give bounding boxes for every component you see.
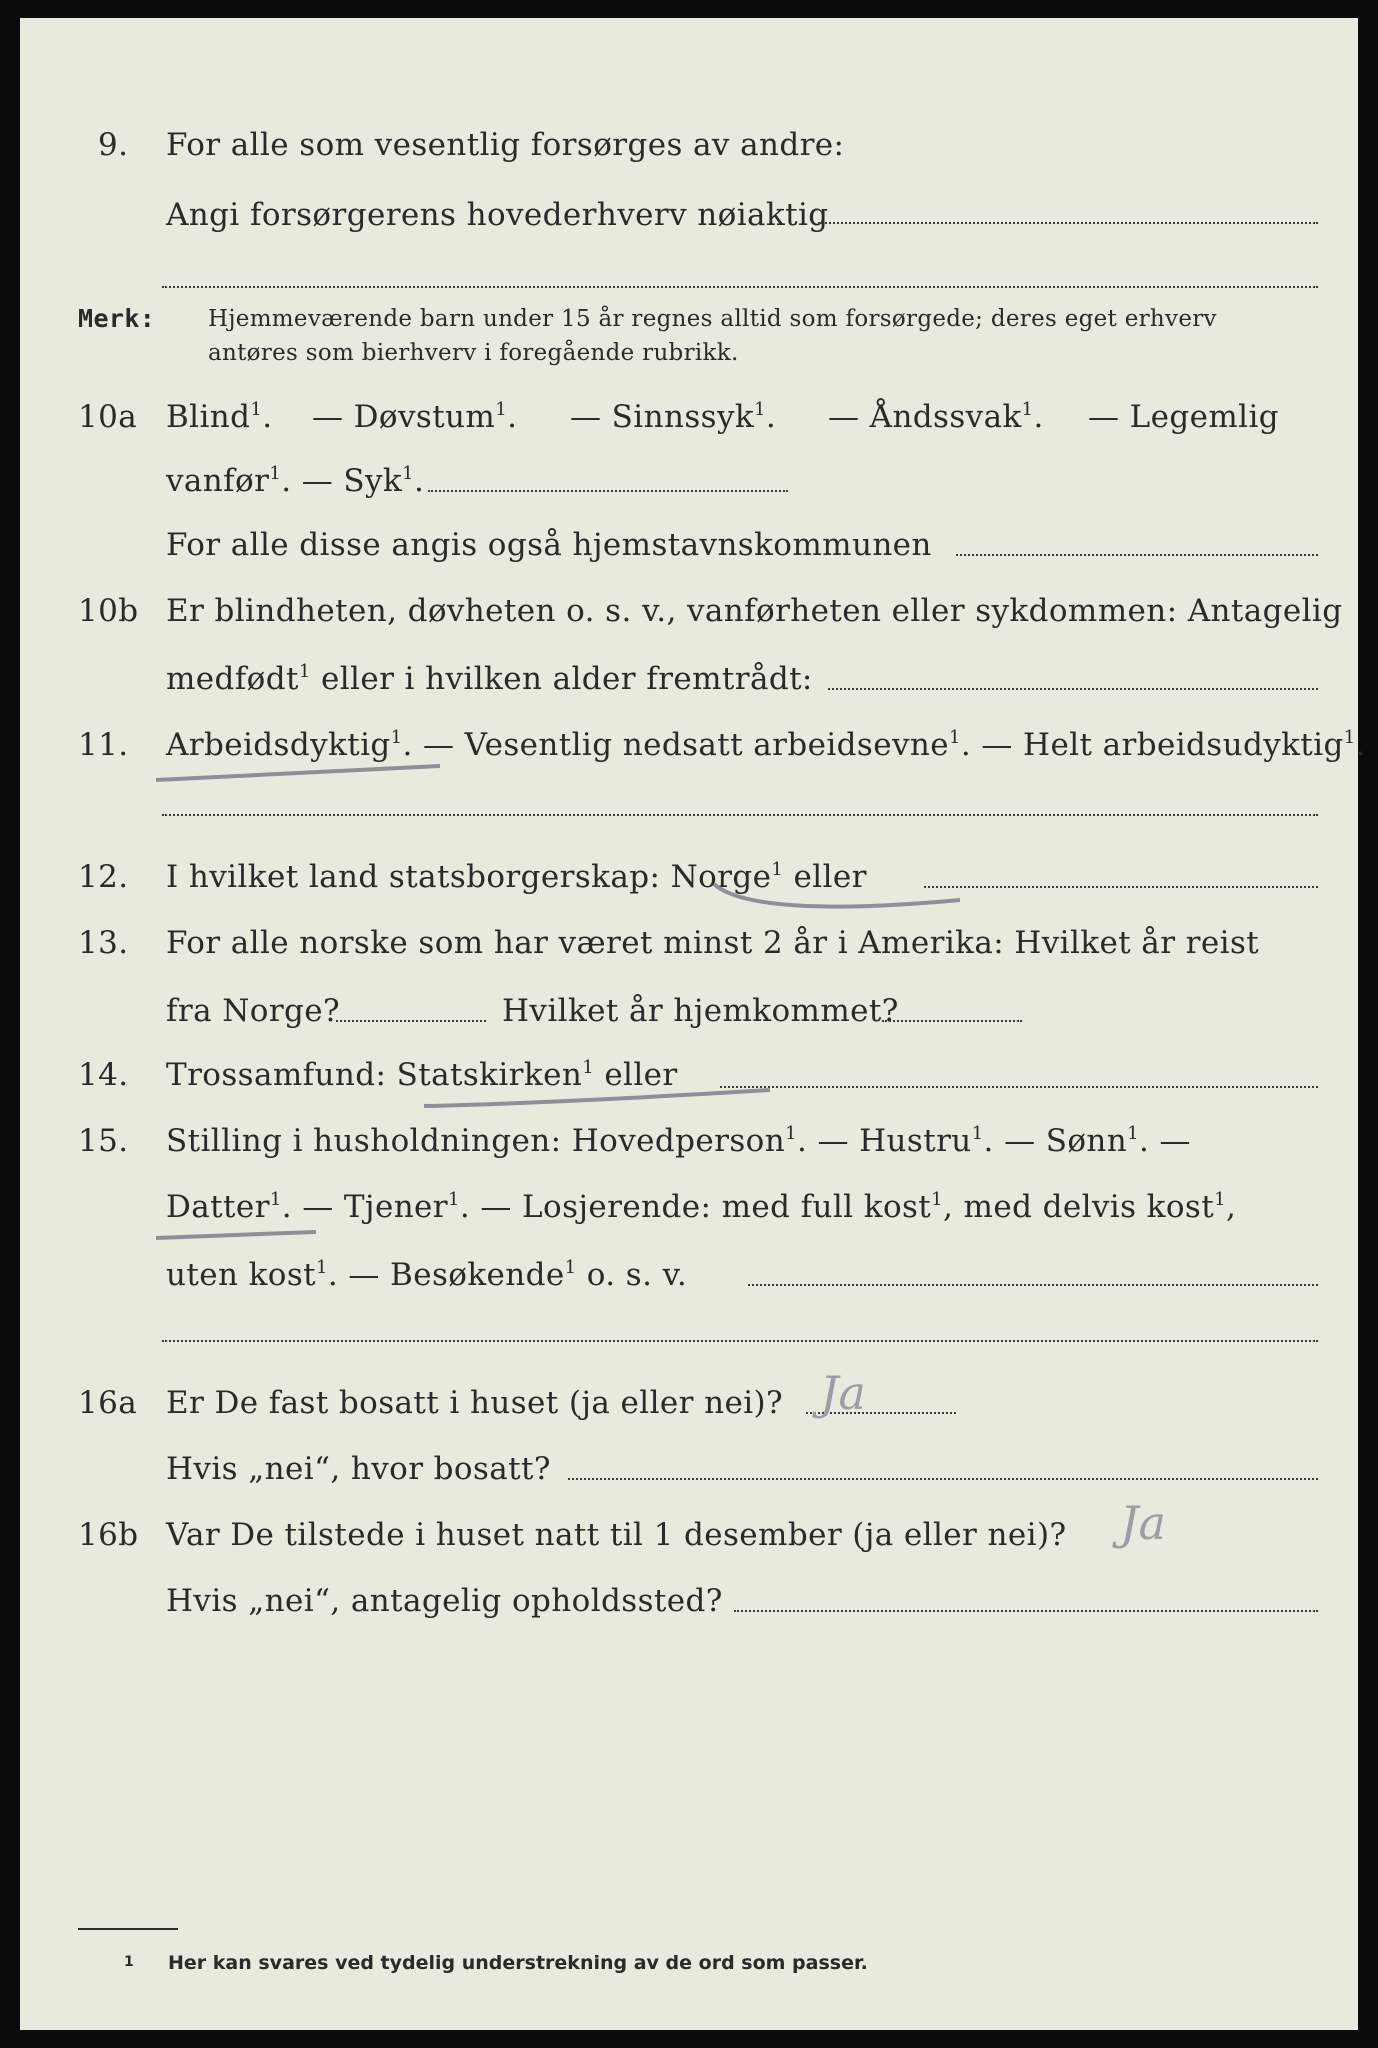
q16b-number: 16b	[78, 1517, 139, 1553]
q16a-handwritten-answer: Ja	[820, 1366, 866, 1420]
q9-number: 9.	[98, 127, 129, 163]
q16a-hvor-bosatt-answer-line[interactable]	[568, 1478, 1318, 1480]
q15-answer-line-2[interactable]	[162, 1340, 1318, 1342]
q16a-number: 16a	[78, 1385, 138, 1421]
q11-underline-pen-mark	[150, 760, 450, 790]
q14-question: Trossamfund: Statskirken$^1$ eller	[166, 1057, 678, 1093]
q11-options: Arbeidsdyktig$^1$. — Vesentlig nedsatt arbeidsevne$^1$. — Helt arbeidsudyktig$^1$.	[166, 727, 1366, 763]
merk-label: Merk:	[78, 304, 156, 333]
q13-question: For alle norske som har været minst 2 år i Amerika: Hvilket år reist	[166, 925, 1260, 961]
q16b-question: Var De tilstede i huset natt til 1 desember (ja eller nei)?	[166, 1517, 1067, 1553]
footnote-rule	[78, 1928, 178, 1930]
q10a-hjemstavn-label: For alle disse angis også hjemstavnskommunen	[166, 527, 932, 563]
q14-answer-line[interactable]	[720, 1086, 1318, 1088]
q10a-dovstum: — Døvstum$^1$.	[312, 399, 518, 435]
footnote-mark: 1	[124, 1954, 134, 1970]
q16b-handwritten-answer: Ja	[1120, 1496, 1166, 1550]
q12-underline-pen-mark	[710, 878, 970, 918]
q12-answer-line[interactable]	[924, 886, 1318, 888]
q9-answer-line[interactable]	[818, 222, 1318, 224]
q9-provider-occupation-label: Angi forsørgerens hovederhverv nøiaktig	[166, 197, 829, 233]
q15-line1: Stilling i husholdningen: Hovedperson$^1$. — Hustru$^1$. — Sønn$^1$. —	[166, 1123, 1191, 1159]
footnote-text: Her kan svares ved tydelig understrekning av de ord som passer.	[168, 1952, 868, 1974]
q13-fra-norge-label: fra Norge?	[166, 993, 341, 1029]
q10a-vanfor: vanfør$^1$. — Syk$^1$.	[166, 463, 425, 499]
q10a-syk-answer-line[interactable]	[428, 490, 788, 492]
q13-hjemkommet-answer-line[interactable]	[882, 1020, 1022, 1022]
merk-text-line2: antøres som bierhverv i foregående rubrikk.	[208, 340, 739, 366]
q10a-andssvak: — Åndssvak$^1$.	[828, 399, 1044, 435]
q9-question: For alle som vesentlig forsørges av andre:	[166, 127, 845, 163]
q13-hjemkommet-label: Hvilket år hjemkommet?	[502, 993, 899, 1029]
form-paper	[20, 18, 1366, 2030]
q11-answer-line[interactable]	[162, 814, 1318, 816]
q16a-question: Er De fast bosatt i huset (ja eller nei)?	[166, 1385, 784, 1421]
q10b-medfodt: medfødt$^1$ eller i hvilken alder fremtrådt:	[166, 661, 813, 697]
q15-answer-line[interactable]	[748, 1284, 1318, 1286]
q10b-answer-line[interactable]	[828, 688, 1318, 690]
q10a-hjemstavn-answer-line[interactable]	[956, 554, 1318, 556]
q15-line3: uten kost$^1$. — Besøkende$^1$ o. s. v.	[166, 1257, 688, 1293]
q12-number: 12.	[78, 859, 129, 895]
q15-underline-pen-mark	[152, 1222, 322, 1248]
merk-text-line1: Hjemmeværende barn under 15 år regnes alltid som forsørgede; deres eget erhverv	[208, 306, 1217, 332]
q10b-question: Er blindheten, døvheten o. s. v., vanførheten eller sykdommen: Antagelig	[166, 593, 1343, 629]
q16b-opholdssted-label: Hvis „nei“, antagelig opholdssted?	[166, 1583, 723, 1619]
q13-number: 13.	[78, 925, 129, 961]
q10a-number: 10a	[78, 399, 138, 435]
q10b-number: 10b	[78, 593, 139, 629]
q14-number: 14.	[78, 1057, 129, 1093]
q11-number: 11.	[78, 727, 129, 763]
q10a-legemlig: — Legemlig	[1088, 399, 1280, 435]
q16a-hvor-bosatt-label: Hvis „nei“, hvor bosatt?	[166, 1451, 551, 1487]
q13-fra-norge-answer-line[interactable]	[336, 1020, 486, 1022]
q10a-blind: Blind$^1$.	[166, 399, 273, 435]
q9-answer-line-2[interactable]	[162, 286, 1318, 288]
q15-line2: Datter$^1$. — Tjener$^1$. — Losjerende: med full kost$^1$, med delvis kost$^1$,	[166, 1189, 1237, 1225]
q12-question: I hvilket land statsborgerskap: Norge$^1$ eller	[166, 859, 867, 895]
q16b-opholdssted-answer-line[interactable]	[734, 1610, 1318, 1612]
q15-number: 15.	[78, 1123, 129, 1159]
q10a-sinnssyk: — Sinnssyk$^1$.	[570, 399, 777, 435]
